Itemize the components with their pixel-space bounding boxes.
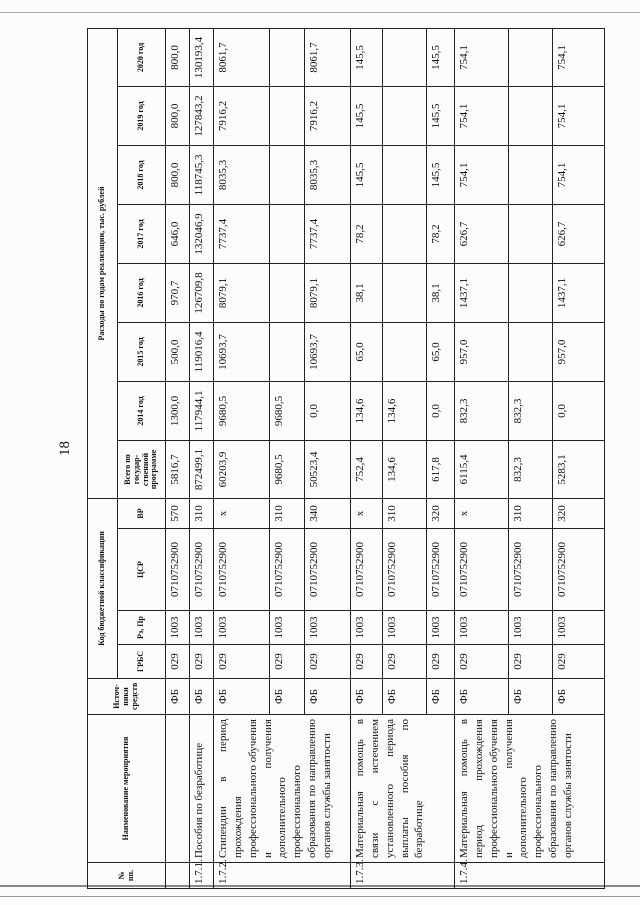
header-expenses: Расходы по годам реализации, тыс. рублей [88, 28, 118, 498]
year-value-cell: 78,2 [427, 204, 455, 263]
year-value-cell [383, 263, 427, 322]
source-cell: ФБ [166, 679, 190, 715]
csr-cell: 0710752900 [351, 529, 383, 611]
vr-cell: 310 [383, 498, 427, 528]
year-value-cell: 646,0 [166, 204, 190, 263]
row-number: 1.7.2. [214, 863, 351, 889]
measure-name: Материальная помощь в связи с истечением установленного периода выплаты пособия по безработице [351, 715, 455, 863]
csr-cell: 0710752900 [509, 529, 553, 611]
vr-cell: x [214, 498, 270, 528]
year-value-cell: 10693,7 [214, 322, 270, 381]
year-value-cell: 754,1 [455, 145, 509, 204]
year-value-cell: 134,6 [351, 381, 383, 440]
year-value-cell: 8061,7 [305, 28, 351, 86]
row-number: 1.7.3. [351, 863, 455, 889]
grbs-cell: 029 [351, 645, 383, 679]
csr-cell: 0710752900 [455, 529, 509, 611]
year-value-cell: 970,7 [166, 263, 190, 322]
year-value-cell: 7737,4 [214, 204, 270, 263]
year-value-cell: 1300,0 [166, 381, 190, 440]
year-value-cell: 145,5 [351, 86, 383, 145]
grbs-cell: 029 [305, 645, 351, 679]
year-value-cell: 8061,7 [214, 28, 270, 86]
table-row [166, 28, 190, 888]
year-value-cell [509, 204, 553, 263]
header-source: Источ-ники средств [88, 679, 166, 715]
year-value-cell [383, 86, 427, 145]
rzpr-cell: 1003 [553, 611, 605, 645]
vr-cell: x [351, 498, 383, 528]
vr-cell: 310 [270, 498, 305, 528]
rzpr-cell: 1003 [509, 611, 553, 645]
year-value-cell: 800,0 [166, 86, 190, 145]
csr-cell: 0710752900 [166, 529, 190, 611]
year-value-cell: 832,3 [509, 381, 553, 440]
year-value-cell: 754,1 [553, 86, 605, 145]
csr-cell: 0710752900 [270, 529, 305, 611]
total-cell: 5816,7 [166, 440, 190, 498]
header-year: 2016 год [118, 263, 166, 322]
total-cell: 872499,1 [190, 440, 214, 498]
header-rzpr: Рз, Пр [118, 611, 166, 645]
year-value-cell: 145,5 [351, 145, 383, 204]
year-value-cell [383, 204, 427, 263]
vr-cell: 570 [166, 498, 190, 528]
total-cell: 60203,9 [214, 440, 270, 498]
year-value-cell: 754,1 [553, 145, 605, 204]
year-value-cell: 800,0 [166, 28, 190, 86]
rzpr-cell: 1003 [383, 611, 427, 645]
row-number: 1.7.4. [455, 863, 605, 889]
vr-cell: 320 [427, 498, 455, 528]
header-no: № пп. [88, 863, 166, 889]
csr-cell: 0710752900 [553, 529, 605, 611]
year-value-cell [383, 145, 427, 204]
year-value-cell: 626,7 [455, 204, 509, 263]
source-cell: ФБ [383, 679, 427, 715]
csr-cell: 0710752900 [214, 529, 270, 611]
vr-cell: 320 [553, 498, 605, 528]
rzpr-cell: 1003 [190, 611, 214, 645]
grbs-cell: 029 [166, 645, 190, 679]
year-value-cell [509, 263, 553, 322]
rzpr-cell: 1003 [270, 611, 305, 645]
year-value-cell: 38,1 [351, 263, 383, 322]
total-cell: 9680,5 [270, 440, 305, 498]
year-value-cell: 126709,8 [190, 263, 214, 322]
year-value-cell: 65,0 [351, 322, 383, 381]
year-value-cell: 9680,5 [214, 381, 270, 440]
header-year: 2019 год [118, 86, 166, 145]
year-value-cell: 500,0 [166, 322, 190, 381]
header-year: 2018 год [118, 145, 166, 204]
csr-cell: 0710752900 [305, 529, 351, 611]
year-value-cell: 8079,1 [214, 263, 270, 322]
source-cell: ФБ [455, 679, 509, 715]
row-number [166, 863, 190, 889]
year-value-cell: 0,0 [553, 381, 605, 440]
year-value-cell: 127843,2 [190, 86, 214, 145]
rotated-page [87, 29, 622, 889]
row-number: 1.7.1. [190, 863, 214, 889]
expenses-table [87, 28, 605, 889]
rzpr-cell: 1003 [214, 611, 270, 645]
page-number: 18 [57, 441, 73, 456]
year-value-cell: 78,2 [351, 204, 383, 263]
table-row [214, 28, 270, 888]
table-row [455, 28, 509, 888]
source-cell: ФБ [351, 679, 383, 715]
year-value-cell: 145,5 [427, 86, 455, 145]
total-cell: 5283,1 [553, 440, 605, 498]
header-budget-code: Код бюджетной классификации [88, 498, 118, 678]
measure-name: Пособия по безработице [190, 715, 214, 863]
measure-name: Стипендии в период прохождения профессионального обучения и получения дополнительного профессионального образования по направлению органов службы занятости [214, 715, 351, 863]
year-value-cell: 134,6 [383, 381, 427, 440]
year-value-cell [383, 28, 427, 86]
total-cell: 134,6 [383, 440, 427, 498]
header-total: Всего по государ-ственной программе [118, 440, 166, 498]
year-value-cell [509, 28, 553, 86]
total-cell: 832,3 [509, 440, 553, 498]
year-value-cell: 145,5 [427, 28, 455, 86]
year-value-cell: 0,0 [305, 381, 351, 440]
year-value-cell [270, 28, 305, 86]
year-value-cell: 117944,1 [190, 381, 214, 440]
year-value-cell [270, 322, 305, 381]
rzpr-cell: 1003 [351, 611, 383, 645]
year-value-cell: 800,0 [166, 145, 190, 204]
year-value-cell: 8035,3 [305, 145, 351, 204]
year-value-cell: 145,5 [351, 28, 383, 86]
year-value-cell [509, 145, 553, 204]
year-value-cell: 118745,3 [190, 145, 214, 204]
header-vr: ВР [118, 498, 166, 528]
total-cell: 617,8 [427, 440, 455, 498]
vr-cell: 340 [305, 498, 351, 528]
vr-cell: 310 [190, 498, 214, 528]
year-value-cell: 957,0 [455, 322, 509, 381]
year-value-cell: 832,3 [455, 381, 509, 440]
year-value-cell [509, 86, 553, 145]
source-cell: ФБ [427, 679, 455, 715]
csr-cell: 0710752900 [383, 529, 427, 611]
year-value-cell [270, 145, 305, 204]
measure-name: Материальная помощь в период прохождения профессионального обучения и получения дополнительного профессионального образования по направлению органов службы занятости [455, 715, 605, 863]
vr-cell: 310 [509, 498, 553, 528]
rzpr-cell: 1003 [166, 611, 190, 645]
rzpr-cell: 1003 [305, 611, 351, 645]
vr-cell: x [455, 498, 509, 528]
total-cell: 6115,4 [455, 440, 509, 498]
year-value-cell: 119016,4 [190, 322, 214, 381]
header-year: 2014 год [118, 381, 166, 440]
table-row [351, 28, 383, 888]
year-value-cell: 130193,4 [190, 28, 214, 86]
year-value-cell [270, 204, 305, 263]
source-cell: ФБ [305, 679, 351, 715]
header-year: 2015 год [118, 322, 166, 381]
measure-name [166, 715, 190, 863]
grbs-cell: 029 [553, 645, 605, 679]
year-value-cell: 132046,9 [190, 204, 214, 263]
header-year: 2020 год [118, 28, 166, 86]
source-cell: ФБ [553, 679, 605, 715]
table-body [166, 28, 605, 888]
year-value-cell: 145,5 [427, 145, 455, 204]
year-value-cell: 957,0 [553, 322, 605, 381]
rzpr-cell: 1003 [427, 611, 455, 645]
year-value-cell: 1437,1 [553, 263, 605, 322]
year-value-cell: 7916,2 [305, 86, 351, 145]
source-cell: ФБ [270, 679, 305, 715]
grbs-cell: 029 [427, 645, 455, 679]
grbs-cell: 029 [509, 645, 553, 679]
year-value-cell [509, 322, 553, 381]
year-value-cell: 0,0 [427, 381, 455, 440]
year-value-cell: 626,7 [553, 204, 605, 263]
year-value-cell: 9680,5 [270, 381, 305, 440]
year-value-cell: 7737,4 [305, 204, 351, 263]
year-value-cell: 754,1 [455, 28, 509, 86]
csr-cell: 0710752900 [427, 529, 455, 611]
header-csr: ЦСР [118, 529, 166, 611]
source-cell: ФБ [214, 679, 270, 715]
grbs-cell: 029 [455, 645, 509, 679]
table-row [190, 28, 214, 888]
total-cell: 752,4 [351, 440, 383, 498]
year-value-cell: 1437,1 [455, 263, 509, 322]
grbs-cell: 029 [383, 645, 427, 679]
year-value-cell: 8079,1 [305, 263, 351, 322]
grbs-cell: 029 [270, 645, 305, 679]
csr-cell: 0710752900 [190, 529, 214, 611]
grbs-cell: 029 [214, 645, 270, 679]
year-value-cell: 7916,2 [214, 86, 270, 145]
year-value-cell: 10693,7 [305, 322, 351, 381]
year-value-cell: 754,1 [553, 28, 605, 86]
year-value-cell [270, 263, 305, 322]
header-year: 2017 год [118, 204, 166, 263]
year-value-cell: 8035,3 [214, 145, 270, 204]
grbs-cell: 029 [190, 645, 214, 679]
total-cell: 50523,4 [305, 440, 351, 498]
year-value-cell [270, 86, 305, 145]
header-name: Наименование мероприятия [88, 715, 166, 863]
year-value-cell [383, 322, 427, 381]
table-header [88, 28, 166, 888]
year-value-cell: 754,1 [455, 86, 509, 145]
year-value-cell: 65,0 [427, 322, 455, 381]
header-grbs: ГРБС [118, 645, 166, 679]
year-value-cell: 38,1 [427, 263, 455, 322]
rzpr-cell: 1003 [455, 611, 509, 645]
source-cell: ФБ [190, 679, 214, 715]
source-cell: ФБ [509, 679, 553, 715]
